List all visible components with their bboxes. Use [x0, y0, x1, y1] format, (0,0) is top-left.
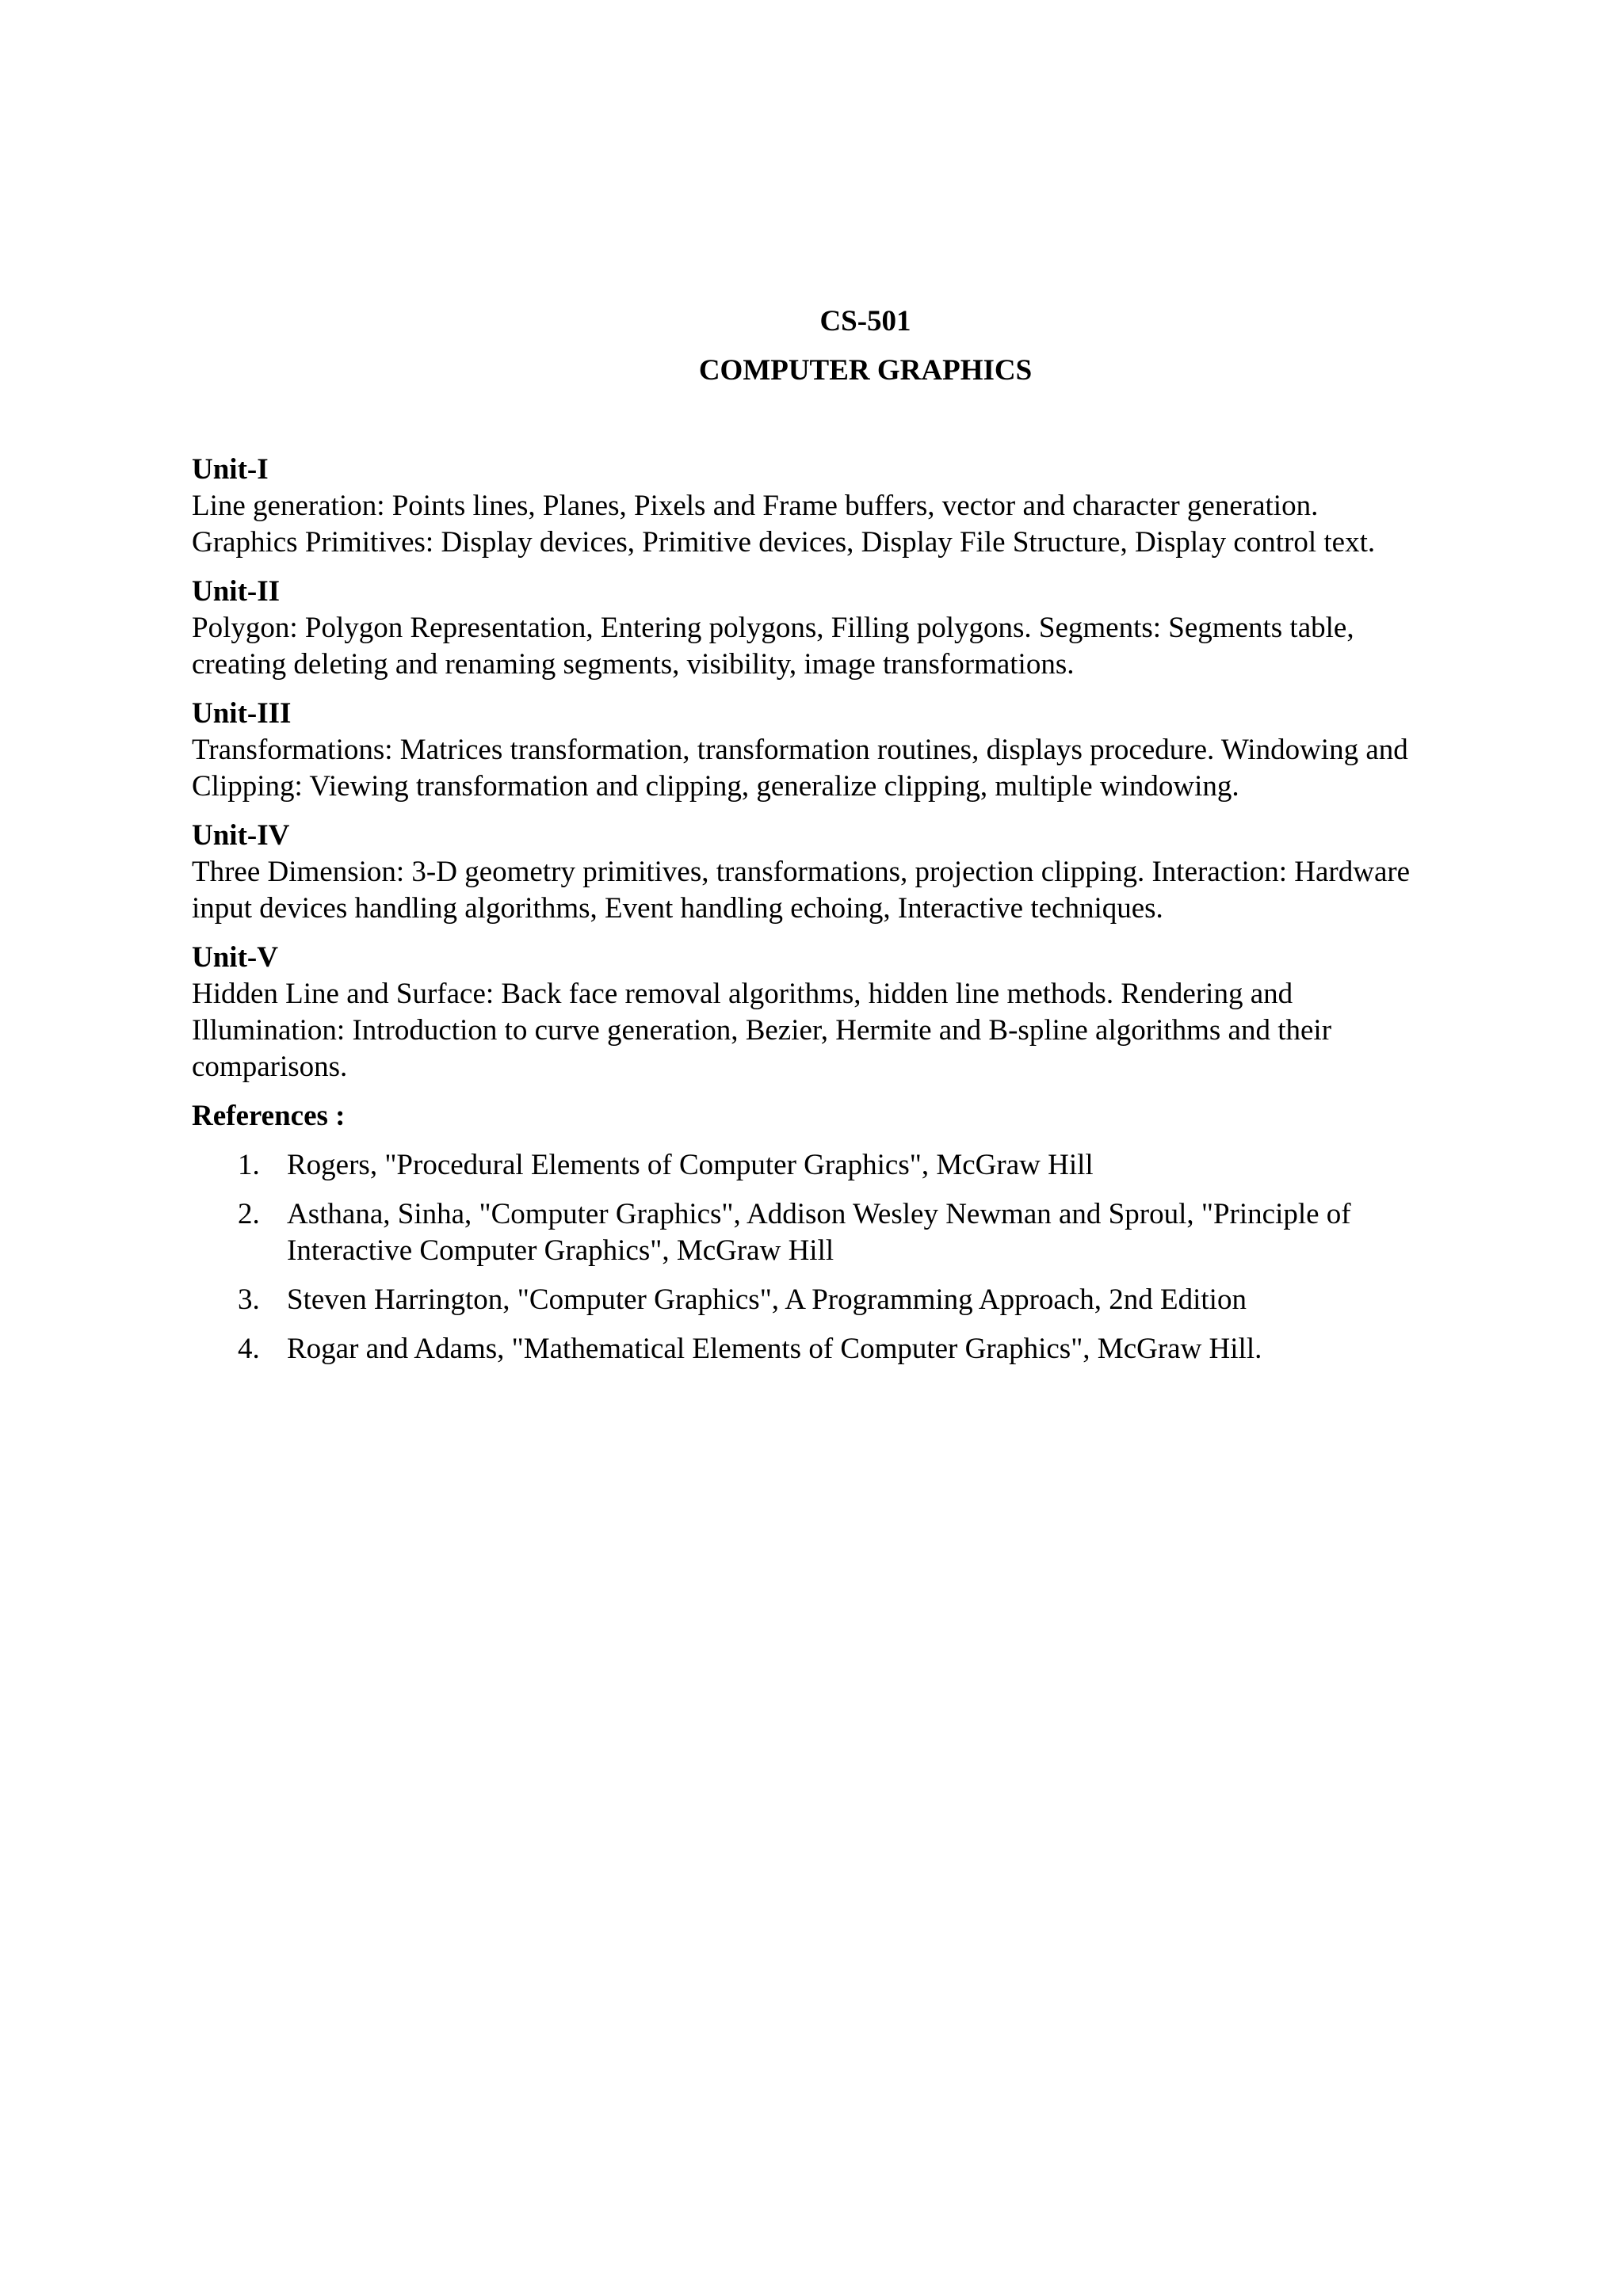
references-heading: References :	[192, 1100, 346, 1132]
unit-heading: Unit-V	[192, 941, 278, 974]
reference-item	[192, 1196, 1539, 1269]
text-line: Clipping: Viewing transformation and clipping, generalize clipping, multiple windowing.	[192, 770, 1239, 803]
text-line: comparisons.	[192, 1051, 348, 1083]
unit-section	[192, 452, 1539, 561]
unit-heading: Unit-IV	[192, 819, 290, 852]
unit-description	[192, 610, 1539, 683]
unit-heading: Unit-I	[192, 453, 269, 486]
reference-number: 2.	[238, 1198, 260, 1230]
text-line: Transformations: Matrices transformation, transformation routines, displays procedure. Windowing and	[192, 734, 1408, 766]
course-title: COMPUTER GRAPHICS	[698, 354, 1033, 387]
reference-item	[192, 1147, 1539, 1184]
unit-description	[192, 732, 1539, 805]
course-code: CS-501	[819, 305, 911, 338]
text-line: Polygon: Polygon Representation, Entering polygons, Filling polygons. Segments: Segments table,	[192, 612, 1354, 644]
text-line: Rogar and Adams, "Mathematical Elements of Computer Graphics", McGraw Hill.	[287, 1333, 1262, 1365]
reference-number: 3.	[238, 1283, 260, 1316]
text-line: Hidden Line and Surface: Back face removal algorithms, hidden line methods. Rendering and	[192, 978, 1293, 1010]
unit-section	[192, 574, 1539, 683]
references-section	[192, 1098, 1539, 1367]
unit-description	[192, 854, 1539, 927]
unit-section	[192, 818, 1539, 927]
text-line: Illumination: Introduction to curve generation, Bezier, Hermite and B-spline algorithms and their	[192, 1014, 1332, 1047]
text-line: Graphics Primitives: Display devices, Primitive devices, Display File Structure, Display control text.	[192, 526, 1376, 559]
reference-item	[192, 1282, 1539, 1318]
references-list	[192, 1147, 1539, 1367]
unit-description	[192, 488, 1539, 561]
text-line: input devices handling algorithms, Event handling echoing, Interactive techniques.	[192, 892, 1163, 925]
text-line: creating deleting and renaming segments, visibility, image transformations.	[192, 648, 1075, 681]
text-line: Asthana, Sinha, "Computer Graphics", Addison Wesley Newman and Sproul, "Principle of	[287, 1198, 1351, 1230]
text-line: Interactive Computer Graphics", McGraw Hill	[287, 1234, 834, 1267]
text-line: Steven Harrington, "Computer Graphics", A Programming Approach, 2nd Edition	[287, 1283, 1247, 1316]
reference-number: 4.	[238, 1333, 260, 1365]
reference-item	[192, 1331, 1539, 1367]
unit-description	[192, 976, 1539, 1085]
syllabus-content	[192, 452, 1539, 1380]
unit-heading: Unit-II	[192, 575, 281, 608]
text-line: Line generation: Points lines, Planes, Pixels and Frame buffers, vector and character generation.	[192, 490, 1319, 522]
unit-heading: Unit-III	[192, 697, 292, 730]
unit-section	[192, 940, 1539, 1085]
reference-number: 1.	[238, 1149, 260, 1181]
unit-section	[192, 696, 1539, 805]
text-line: Rogers, "Procedural Elements of Computer Graphics", McGraw Hill	[287, 1149, 1094, 1181]
text-line: Three Dimension: 3-D geometry primitives, transformations, projection clipping. Interaction: Hardware	[192, 856, 1411, 888]
